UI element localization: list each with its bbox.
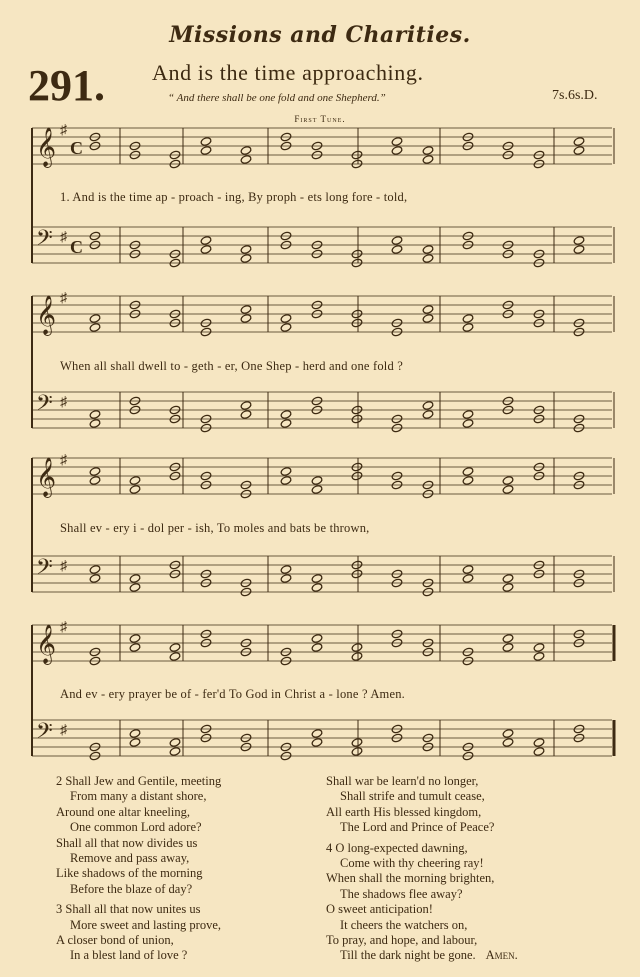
stanza-2	[56, 774, 316, 897]
note-head	[311, 738, 323, 748]
stanza-4	[326, 841, 626, 964]
note-head	[89, 410, 101, 420]
key-signature-sharp: ♯	[60, 123, 67, 138]
verses-left-column	[56, 774, 316, 969]
note-head	[280, 314, 292, 324]
note-head	[422, 254, 434, 264]
note-head	[502, 574, 514, 584]
treble-clef: 𝄞	[36, 457, 57, 497]
note-head	[240, 254, 252, 264]
note-head	[129, 583, 141, 593]
bass-clef: 𝄢	[36, 555, 53, 585]
note-head	[200, 137, 212, 147]
note-head	[462, 565, 474, 575]
treble-clef: 𝄞	[36, 127, 57, 167]
note-head	[422, 155, 434, 165]
note-head	[422, 314, 434, 324]
key-signature-sharp: ♯	[60, 453, 67, 468]
note-head	[200, 245, 212, 255]
note-head	[533, 747, 545, 757]
key-signature-sharp: ♯	[60, 230, 67, 245]
note-head	[391, 137, 403, 147]
note-head	[422, 305, 434, 315]
note-head	[280, 419, 292, 429]
note-head	[391, 146, 403, 156]
verse-line: To pray, and hope, and labour,	[326, 933, 478, 948]
note-head	[129, 476, 141, 486]
note-head	[422, 146, 434, 156]
time-signature: C	[70, 237, 83, 257]
note-head	[462, 419, 474, 429]
note-head	[240, 305, 252, 315]
note-head	[89, 323, 101, 333]
verse-line: A closer bond of union,	[56, 933, 174, 948]
treble-clef: 𝄞	[36, 295, 57, 335]
note-head	[311, 476, 323, 486]
lyric-line-3: Shall ev - ery i - dol per - ish, To moles and bats be thrown,	[60, 521, 370, 535]
note-head	[200, 146, 212, 156]
note-head	[462, 467, 474, 477]
note-head	[129, 485, 141, 495]
bass-clef: 𝄢	[36, 391, 53, 421]
verse-line: Like shadows of the morning	[56, 866, 203, 881]
note-head	[169, 747, 181, 757]
note-head	[311, 583, 323, 593]
note-head	[280, 574, 292, 584]
note-head	[533, 738, 545, 748]
key-signature-sharp: ♯	[60, 723, 67, 738]
note-head	[502, 583, 514, 593]
note-head	[280, 323, 292, 333]
note-head	[502, 634, 514, 644]
note-head	[240, 245, 252, 255]
note-head	[311, 574, 323, 584]
verse-line: Shall war be learn'd no longer,	[326, 774, 479, 788]
note-head	[533, 652, 545, 662]
note-head	[502, 643, 514, 653]
note-head	[422, 245, 434, 255]
note-head	[89, 574, 101, 584]
section-title: Missions and Charities.	[169, 22, 471, 48]
verses-right-column	[326, 774, 626, 969]
note-head	[89, 565, 101, 575]
time-signature: C	[70, 138, 83, 158]
verse-line: 3 Shall all that now unites us	[56, 902, 201, 917]
note-head	[129, 643, 141, 653]
note-head	[169, 652, 181, 662]
verse-line: Around one altar kneeling,	[56, 804, 190, 819]
bass-clef: 𝄢	[36, 719, 53, 749]
note-head	[351, 643, 363, 653]
note-head	[169, 643, 181, 653]
hymn-title: And is the time approaching.	[152, 60, 424, 85]
verse-line: One common Lord adore?	[70, 820, 202, 835]
note-head	[89, 419, 101, 429]
verse-line: 2 Shall Jew and Gentile, meeting	[56, 774, 222, 788]
note-head	[311, 485, 323, 495]
key-signature-sharp: ♯	[60, 291, 67, 306]
note-head	[240, 146, 252, 156]
verse-line: Shall strife and tumult cease,	[340, 789, 485, 804]
note-head	[462, 476, 474, 486]
note-head	[240, 410, 252, 420]
note-head	[89, 476, 101, 486]
key-signature-sharp: ♯	[60, 559, 67, 574]
verse-line: When shall the morning brighten,	[326, 871, 495, 886]
note-head	[422, 401, 434, 411]
verse-line: O sweet anticipation!	[326, 902, 433, 917]
lyric-line-1: 1. And is the time ap - proach - ing, By proph - ets long fore - told,	[60, 190, 408, 204]
note-head	[200, 236, 212, 246]
note-head	[351, 747, 363, 757]
verse-line: Remove and pass away,	[70, 851, 190, 866]
key-signature-sharp: ♯	[60, 620, 67, 635]
verse-line-text: Till the dark night be gone.	[340, 948, 476, 963]
note-head	[311, 729, 323, 739]
note-head	[89, 314, 101, 324]
note-head	[502, 485, 514, 495]
verse-line: All earth His blessed kingdom,	[326, 804, 482, 819]
note-head	[573, 146, 585, 156]
note-head	[351, 652, 363, 662]
note-head	[462, 323, 474, 333]
hymn-number: 291.	[28, 61, 105, 110]
verse-line: In a blest land of love ?	[70, 948, 188, 963]
verse-line: It cheers the watchers on,	[340, 917, 468, 932]
amen-label: Amen.	[485, 948, 518, 963]
treble-clef: 𝄞	[36, 624, 57, 664]
verse-line: The Lord and Prince of Peace?	[340, 820, 495, 835]
lyric-line-2: When all shall dwell to - geth - er, One Shep - herd and one fold ?	[60, 359, 404, 373]
verse-line: More sweet and lasting prove,	[70, 917, 222, 932]
note-head	[129, 729, 141, 739]
bass-clef: 𝄢	[36, 226, 53, 256]
note-head	[240, 401, 252, 411]
key-signature-sharp: ♯	[60, 395, 67, 410]
note-head	[129, 738, 141, 748]
epigraph: “ And there shall be one fold and one Shepherd.”	[168, 92, 386, 104]
note-head	[311, 634, 323, 644]
note-head	[462, 410, 474, 420]
stanza-3-continued	[326, 774, 626, 836]
stanza-3	[56, 902, 316, 964]
lyric-line-4: And ev - ery prayer be of - fer'd To God in Christ a - lone ? Amen.	[60, 687, 406, 701]
note-head	[89, 467, 101, 477]
note-head	[422, 410, 434, 420]
note-head	[391, 245, 403, 255]
verse-line: Shall all that now divides us	[56, 835, 198, 850]
note-head	[462, 574, 474, 584]
note-head	[280, 476, 292, 486]
note-head	[462, 314, 474, 324]
note-head	[129, 634, 141, 644]
note-head	[280, 565, 292, 575]
verse-line	[326, 948, 626, 963]
verse-line: From many a distant shore,	[70, 789, 207, 804]
note-head	[502, 738, 514, 748]
note-head	[351, 738, 363, 748]
meter: 7s.6s.D.	[552, 88, 598, 103]
note-head	[533, 643, 545, 653]
note-head	[280, 410, 292, 420]
note-head	[573, 245, 585, 255]
note-head	[169, 738, 181, 748]
note-head	[240, 155, 252, 165]
note-head	[502, 729, 514, 739]
note-head	[573, 137, 585, 147]
note-head	[391, 236, 403, 246]
note-head	[129, 574, 141, 584]
verse-line: The shadows flee away?	[340, 886, 463, 901]
note-head	[280, 467, 292, 477]
note-head	[502, 476, 514, 486]
note-head	[311, 643, 323, 653]
tune-name: First Tune.	[294, 114, 346, 124]
verse-line: Come with thy cheering ray!	[340, 856, 484, 871]
note-head	[240, 314, 252, 324]
verse-line: 4 O long-expected dawning,	[326, 840, 468, 855]
note-head	[573, 236, 585, 246]
verse-line: Before the blaze of day?	[70, 881, 193, 896]
